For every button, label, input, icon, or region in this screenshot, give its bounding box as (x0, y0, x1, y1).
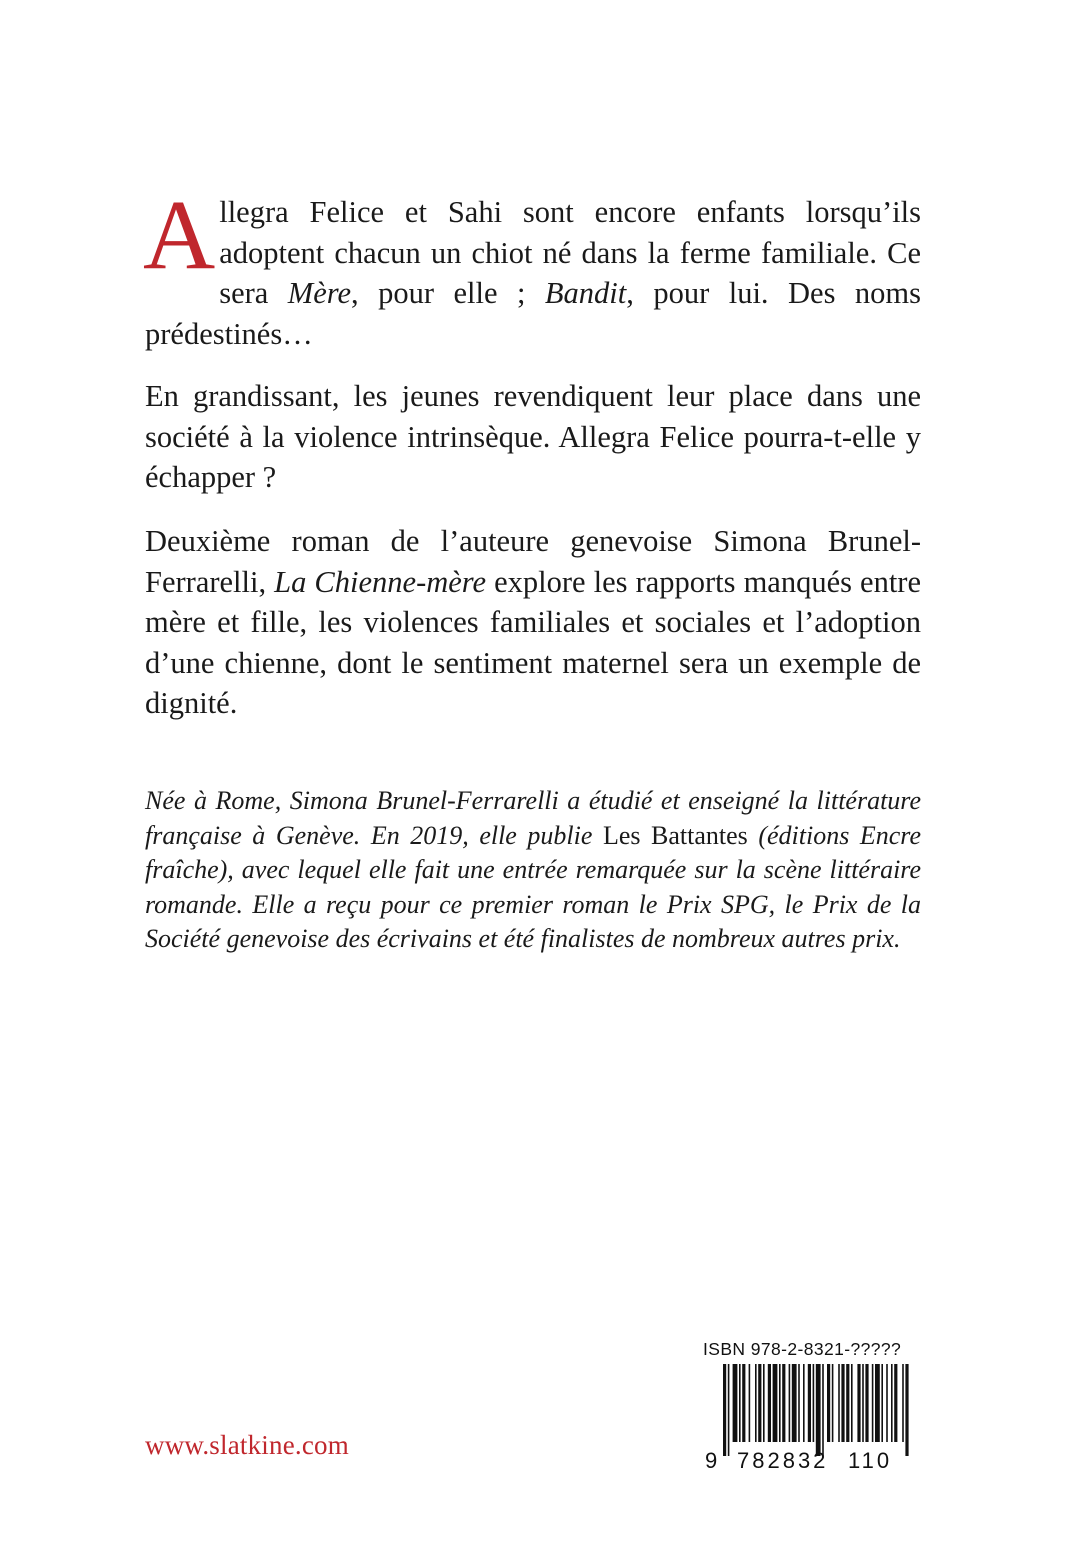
barcode-bar (758, 1364, 761, 1442)
barcode-bar (841, 1364, 844, 1442)
barcode-bar (733, 1364, 738, 1442)
blurb-text: llegra Felice et Sahi sont encore enfants lorsqu’ils adoptent chacun un chiot né dans la ferme familiale. Ce sera (219, 195, 921, 310)
barcode-bar (816, 1364, 821, 1456)
barcode-bar (768, 1364, 771, 1442)
bio-text: Née à Rome, Simona Brunel-Ferrarelli a étudié et enseigné la littérature française à Genève. En 2019, elle publie (145, 786, 921, 850)
barcode-bar (881, 1364, 883, 1442)
barcode-bar (865, 1364, 868, 1442)
barcode-bar (773, 1364, 778, 1442)
barcode-bar (857, 1364, 860, 1442)
barcode-bar (779, 1364, 781, 1442)
barcode-bar (902, 1364, 904, 1442)
barcode-bar (728, 1364, 730, 1456)
blurb-paragraph-1 (143, 179, 922, 354)
bio-text: (éditions Encre fraîche), avec lequel elle fait une entrée remarquée sur la scène littéraire romande. Elle a reçu pour ce premier roman le Prix SPG, le Prix de la Société genevoise des écrivains et été finalistes de nombreux autres prix. (145, 820, 921, 953)
barcode-bar (803, 1364, 805, 1442)
barcode-bar (838, 1364, 840, 1442)
barcode-bar (851, 1364, 853, 1442)
dog-name-mere: Mère (287, 276, 352, 310)
barcode-bar (755, 1364, 757, 1442)
drop-cap: A (143, 179, 216, 290)
barcode-bar (723, 1364, 726, 1456)
barcode-bar (792, 1364, 797, 1442)
barcode-bar (875, 1364, 880, 1442)
barcode-bar (763, 1364, 765, 1442)
blurb-text: Deuxième roman de l’auteure genevoise Simona Brunel-Ferrarelli, (145, 524, 921, 599)
barcode-bar (822, 1364, 824, 1456)
barcode-bar (872, 1364, 874, 1442)
dog-name-bandit: Bandit (544, 276, 627, 310)
barcode-bar (846, 1364, 849, 1442)
author-bio (145, 784, 921, 957)
barcode-bar (808, 1364, 811, 1442)
publisher-website[interactable]: www.slatkine.com (145, 1430, 349, 1460)
barcode-digits-right: 110 (848, 1448, 893, 1472)
barcode-bar (739, 1364, 741, 1442)
barcode-bar (813, 1364, 815, 1442)
previous-book-title: Les Battantes (602, 820, 748, 850)
barcode-bar (891, 1364, 893, 1442)
blurb-text: , pour elle ; (351, 276, 545, 310)
barcode-icon (701, 1364, 933, 1472)
blurb-paragraph-3 (145, 521, 921, 724)
blurb-text: , pour lui. Des noms prédestinés… (145, 276, 922, 351)
barcode-digits-left: 782832 (737, 1448, 829, 1472)
barcode-bar (782, 1364, 785, 1442)
isbn-label: ISBN 978-2-8321-????? (703, 1339, 902, 1359)
barcode-bar (827, 1364, 830, 1442)
barcode-bar (749, 1364, 751, 1442)
barcode-bar (905, 1364, 908, 1456)
barcode-bar (886, 1364, 888, 1442)
barcode-digit-lead: 9 (705, 1448, 718, 1472)
blurb-text: explore les rapports manqués entre mère et fille, les violences familiales et sociales et l’adoption d’une chienne, dont le sentiment maternel sera un exemple de dignité. (145, 564, 921, 720)
barcode-bar (789, 1364, 791, 1442)
barcode-bar (862, 1364, 864, 1442)
book-title: La Chienne-mère (274, 564, 487, 599)
barcode-bar (742, 1364, 745, 1442)
barcode-bar (798, 1364, 800, 1442)
barcode-bar (832, 1364, 834, 1442)
barcode-bar (894, 1364, 897, 1442)
blurb-paragraph-2: En grandissant, les jeunes revendiquent leur place dans une société à la violence intrinsèque. Allegra Felice pourra-t-elle y échapper ? (145, 379, 921, 494)
